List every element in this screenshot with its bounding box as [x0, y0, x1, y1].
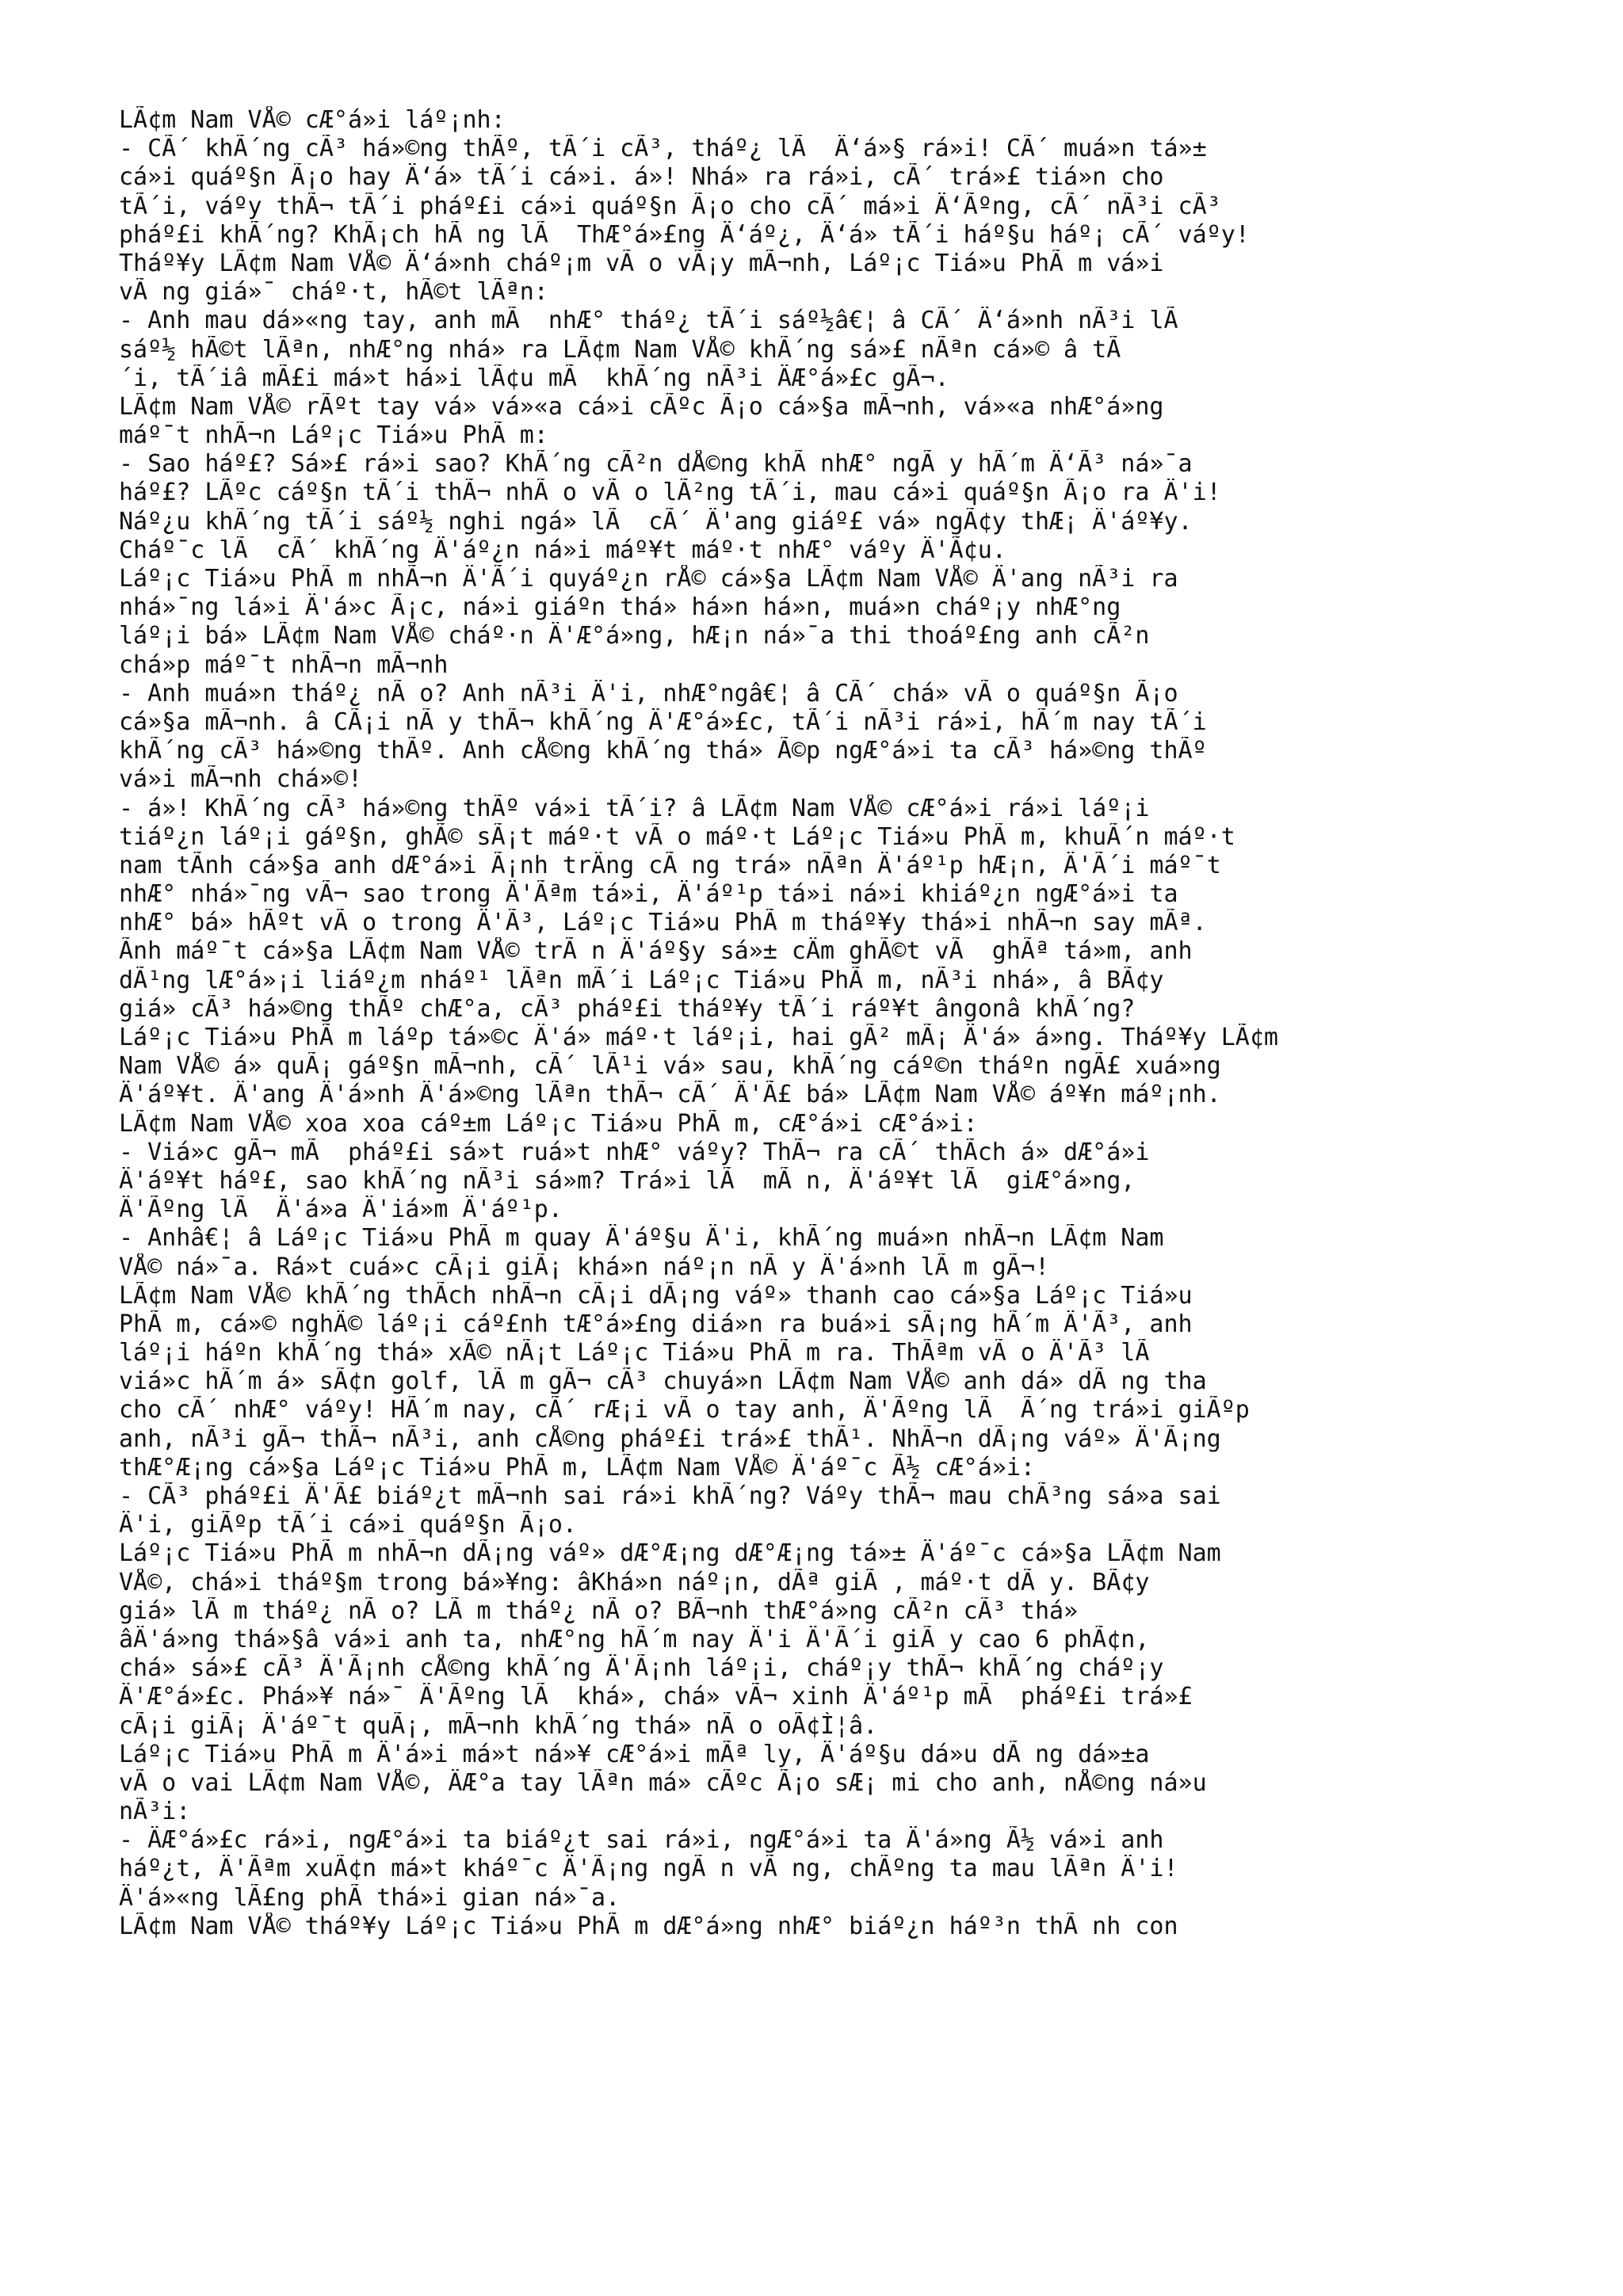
text-line: cá»i quáº§n Ã¡o hay Ä‘á» tÃ´i cá»i. á»! Nhá» ra rá»i, cÃ´ trá»£ tiá»n cho: [119, 163, 1164, 192]
text-line: Ä'á»«ng lÃ£ng phÃ thá»i gian ná»¯a.: [119, 1883, 621, 1912]
text-line: - Sao háº£? Sá»£ rá»i sao? KhÃ´ng cÃ²n dÅ©ng khÃ nhÆ° ngÃ y hÃ´m Ä‘Ã³ ná»¯a: [119, 450, 1193, 479]
text-line: Ä'Ãºng lÃ Ä'á»a Ä'iá»m Ä'áº¹p.: [119, 1196, 563, 1224]
text-line: Ä'i, giÃºp tÃ´i cá»i quáº§n Ã¡o.: [119, 1511, 577, 1539]
text-line: Náº¿u khÃ´ng tÃ´i sáº½ nghi ngá» lÃ cÃ´ Ä'ang giáº£ vá» ngÃ¢y thÆ¡ Ä'áº¥y.: [119, 507, 1193, 536]
text-line: VÅ© ná»¯a. Rá»t cuá»c cÃ¡i giÃ¡ khá»n náº¡n nÃ y Ä'á»nh lÃ m gÃ¬!: [119, 1253, 1049, 1281]
text-line: Tháº¥y LÃ¢m Nam VÅ© Ä‘á»nh cháº¡m vÃ o vÃ¡y mÃ¬nh, Láº¡c Tiá»u PhÃ m vá»i: [119, 249, 1164, 277]
text-line: chá» sá»£ cÃ³ Ä'Ã¡nh cÅ©ng khÃ´ng Ä'Ã¡nh láº¡i, cháº¡y thÃ¬ khÃ´ng cháº¡y: [119, 1654, 1164, 1683]
text-line: nam tÃnh cá»§a anh dÆ°á»i Ã¡nh trÄng cÃ ng trá» nÃªn Ä'áº¹p hÆ¡n, Ä'Ã´i máº¯t: [119, 851, 1221, 879]
text-line: LÃ¢m Nam VÅ© cÆ°á»i láº¡nh:: [119, 106, 506, 134]
text-line: Ä'Æ°á»£c. Phá»¥ ná»¯ Ä'Ãºng lÃ khá», chá» vÃ¬ xinh Ä'áº¹p mÃ pháº£i trá»£: [119, 1683, 1193, 1711]
text-line: Ãnh máº¯t cá»§a LÃ¢m Nam VÅ© trÃ n Ä'áº§y sá»± cÄm ghÃ©t vÃ ghÃª tá»m, anh: [119, 937, 1193, 966]
text-line: vÃ o vai LÃ¢m Nam VÅ©, ÄÆ°a tay lÃªn má» cÃºc Ã¡o sÆ¡ mi cho anh, nÅ©ng ná»u: [119, 1768, 1207, 1797]
text-line: cÃ¡i giÃ¡ Ä'áº¯t quÃ¡, mÃ¬nh khÃ´ng thá» nÃ o oÃ¢Ì¦â.: [119, 1711, 878, 1740]
text-line: LÃ¢m Nam VÅ© xoa xoa cáº±m Láº¡c Tiá»u PhÃ m, cÆ°á»i cÆ°á»i:: [119, 1109, 978, 1138]
text-line: ´i, tÃ´iâ mÃ£i má»t há»i lÃ¢u mÃ khÃ´ng nÃ³i ÄÆ°á»£c gÃ¬.: [119, 364, 949, 392]
text-line: dÃ¹ng lÆ°á»¡i liáº¿m nháº¹ lÃªn mÃ´i Láº¡c Tiá»u PhÃ m, nÃ³i nhá», â BÃ¢y: [119, 966, 1164, 994]
text-line: LÃ¢m Nam VÅ© rÃºt tay vá» vá»«a cá»i cÃºc Ã¡o cá»§a mÃ¬nh, vá»«a nhÆ°á»ng: [119, 392, 1164, 421]
text-line: háº¿t, Ä'Ãªm xuÃ¢n má»t kháº¯c Ä'Ã¡ng ngÃ n vÃ ng, chÃºng ta mau lÃªn Ä'i!: [119, 1855, 1178, 1883]
text-line: cá»§a mÃ¬nh. â CÃ¡i nÃ y thÃ¬ khÃ´ng Ä'Æ°á»£c, tÃ´i nÃ³i rá»i, hÃ´m nay tÃ´i: [119, 707, 1207, 736]
text-line: thÆ°Æ¡ng cá»§a Láº¡c Tiá»u PhÃ m, LÃ¢m Nam VÅ© Ä'áº¯c Ã½ cÆ°á»i:: [119, 1453, 1035, 1482]
text-line: âÄ'á»ng thá»§â vá»i anh ta, nhÆ°ng hÃ´m nay Ä'i Ä'Ã´i giÃ y cao 6 phÃ¢n,: [119, 1625, 1150, 1653]
text-line: Láº¡c Tiá»u PhÃ m láºp tá»©c Ä'á» máº·t láº¡i, hai gÃ² mÃ¡ Ä'á» á»ng. Tháº¥y LÃ¢m: [119, 1024, 1278, 1051]
text-line: anh, nÃ³i gÃ¬ thÃ¬ nÃ³i, anh cÅ©ng pháº£i trá»£ thÃ¹. NhÃ¬n dÃ¡ng váº» Ä'Ã¡ng: [119, 1425, 1221, 1453]
text-line: giá» cÃ³ há»©ng thÃº chÆ°a, cÃ³ pháº£i tháº¥y tÃ´i ráº¥t ângonâ khÃ´ng?: [119, 994, 1136, 1023]
text-line: Láº¡c Tiá»u PhÃ m Ä'á»i má»t ná»¥ cÆ°á»i mÃª ly, Ä'áº§u dá»u dÃ ng dá»±a: [119, 1740, 1150, 1768]
text-line: nhá»¯ng lá»i Ä'á»c Ã¡c, ná»i giáºn thá» há»n há»n, muá»n cháº¡y nhÆ°ng: [119, 593, 1121, 622]
text-line: Ä'áº¥t. Ä'ang Ä'á»nh Ä'á»©ng lÃªn thÃ¬ cÃ´ Ä'Ã£ bá» LÃ¢m Nam VÅ© áº¥n máº¡nh.: [119, 1081, 1221, 1109]
text-line: Nam VÅ© á» quÃ¡ gáº§n mÃ¬nh, cÃ´ lÃ¹i vá» sau, khÃ´ng cáº©n tháºn ngÃ£ xuá»ng: [119, 1052, 1221, 1081]
text-line: - á»! KhÃ´ng cÃ³ há»©ng thÃº vá»i tÃ´i? â LÃ¢m Nam VÅ© cÆ°á»i rá»i láº¡i: [119, 794, 1150, 822]
text-line: láº¡i háºn khÃ´ng thá» xÃ© nÃ¡t Láº¡c Tiá»u PhÃ m ra. ThÃªm vÃ o Ä'Ã³ lÃ: [119, 1339, 1164, 1367]
text-line: - Anhâ€¦ â Láº¡c Tiá»u PhÃ m quay Ä'áº§u Ä'i, khÃ´ng muá»n nhÃ¬n LÃ¢m Nam: [119, 1224, 1164, 1253]
text-line: - Viá»c gÃ¬ mÃ pháº£i sá»t ruá»t nhÆ° váºy? ThÃ¬ ra cÃ´ thÃch á» dÆ°á»i: [119, 1138, 1150, 1166]
text-line: sáº½ hÃ©t lÃªn, nhÆ°ng nhá» ra LÃ¢m Nam VÅ© khÃ´ng sá»£ nÃªn cá»© â tÃ: [119, 335, 1121, 364]
text-line: - Anh muá»n tháº¿ nÃ o? Anh nÃ³i Ä'i, nhÆ°ngâ€¦ â CÃ´ chá» vÃ o quáº§n Ã¡o: [119, 679, 1178, 707]
text-line: láº¡i bá» LÃ¢m Nam VÅ© cháº·n Ä'Æ°á»ng, hÆ¡n ná»¯a thi thoáº£ng anh cÃ²n: [119, 622, 1150, 650]
text-line: PhÃ m, cá»© nghÄ© láº¡i cáº£nh tÆ°á»£ng diá»n ra buá»i sÃ¡ng hÃ´m Ä'Ã³, anh: [119, 1310, 1193, 1338]
text-line: viá»c hÃ´m á» sÃ¢n golf, lÃ m gÃ¬ cÃ³ chuyá»n LÃ¢m Nam VÅ© anh dá» dÃ ng tha: [119, 1367, 1207, 1396]
text-line: - CÃ³ pháº£i Ä'Ã£ biáº¿t mÃ¬nh sai rá»i khÃ´ng? Váºy thÃ¬ mau chÃ³ng sá»a sai: [119, 1482, 1221, 1510]
text-line: Cháº¯c lÃ cÃ´ khÃ´ng Ä'áº¿n ná»i máº¥t máº·t nhÆ° váºy Ä'Ã¢u.: [119, 536, 1006, 564]
text-line: giá» lÃ m tháº¿ nÃ o? LÃ m tháº¿ nÃ o? BÃ¬nh thÆ°á»ng cÃ²n cÃ³ thá»: [119, 1596, 1079, 1625]
text-line: tiáº¿n láº¡i gáº§n, ghÃ© sÃ¡t máº·t vÃ o máº·t Láº¡c Tiá»u PhÃ m, khuÃ´n máº·t: [119, 822, 1235, 851]
text-line: tÃ´i, váºy thÃ¬ tÃ´i pháº£i cá»i quáº§n Ã¡o cho cÃ´ má»i Ä‘Ãºng, cÃ´ nÃ³i cÃ³: [119, 192, 1221, 220]
text-line: Láº¡c Tiá»u PhÃ m nhÃ¬n dÃ¡ng váº» dÆ°Æ¡ng dÆ°Æ¡ng tá»± Ä'áº¯c cá»§a LÃ¢m Nam: [119, 1539, 1221, 1568]
document-body: [119, 106, 1514, 1941]
text-line: - Anh mau dá»«ng tay, anh mÃ nhÆ° tháº¿ tÃ´i sáº½â€¦ â CÃ´ Ä‘á»nh nÃ³i lÃ: [119, 307, 1193, 335]
text-line: cho cÃ´ nhÆ° váºy! HÃ´m nay, cÃ´ rÆ¡i vÃ o tay anh, Ä'Ãºng lÃ Ã´ng trá»i giÃºp: [119, 1396, 1250, 1425]
text-line: nÃ³i:: [119, 1798, 191, 1826]
text-line: LÃ¢m Nam VÅ© tháº¥y Láº¡c Tiá»u PhÃ m dÆ°á»ng nhÆ° biáº¿n háº³n thÃ nh con: [119, 1912, 1178, 1940]
text-line: VÅ©, chá»i tháº§m trong bá»¥ng: âKhá»n náº¡n, dÃª giÃ , máº·t dÃ y. BÃ¢y: [119, 1568, 1150, 1596]
text-line: máº¯t nhÃ¬n Láº¡c Tiá»u PhÃ m:: [119, 421, 548, 450]
text-line: háº£? LÃºc cáº§n tÃ´i thÃ¬ nhÃ o vÃ o lÃ²ng tÃ´i, mau cá»i quáº§n Ã¡o ra Ä'i!: [119, 479, 1221, 507]
text-line: vá»i mÃ¬nh chá»©!: [119, 765, 363, 794]
text-line: nhÆ° nhá»¯ng vÃ¬ sao trong Ä'Ãªm tá»i, Ä'áº¹p tá»i ná»i khiáº¿n ngÆ°á»i ta: [119, 880, 1178, 909]
text-line: - CÃ´ khÃ´ng cÃ³ há»©ng thÃº, tÃ´i cÃ³, tháº¿ lÃ Ä‘á»§ rá»i! CÃ´ muá»n tá»±: [119, 135, 1207, 163]
text-line: nhÆ° bá» hÃºt vÃ o trong Ä'Ã³, Láº¡c Tiá»u PhÃ m tháº¥y thá»i nhÃ¬n say mÃª.: [119, 909, 1207, 937]
text-line: Ä'áº¥t háº£, sao khÃ´ng nÃ³i sá»m? Trá»i lÃ mÃ n, Ä'áº¥t lÃ giÆ°á»ng,: [119, 1166, 1136, 1195]
text-line: Láº¡c Tiá»u PhÃ m nhÃ¬n Ä'Ã´i quyáº¿n rÅ© cá»§a LÃ¢m Nam VÅ© Ä'ang nÃ³i ra: [119, 565, 1178, 593]
text-line: LÃ¢m Nam VÅ© khÃ´ng thÃch nhÃ¬n cÃ¡i dÃ¡ng váº» thanh cao cá»§a Láº¡c Tiá»u: [119, 1281, 1193, 1310]
text-line: - ÄÆ°á»£c rá»i, ngÆ°á»i ta biáº¿t sai rá»i, ngÆ°á»i ta Ä'á»ng Ã½ vá»i anh: [119, 1826, 1164, 1855]
text-line: vÃ ng giá»¯ cháº·t, hÃ©t lÃªn:: [119, 278, 548, 307]
text-line: chá»p máº¯t nhÃ¬n mÃ¬nh: [119, 650, 449, 679]
text-line: khÃ´ng cÃ³ há»©ng thÃº. Anh cÅ©ng khÃ´ng thá» Ã©p ngÆ°á»i ta cÃ³ há»©ng thÃº: [119, 737, 1207, 765]
text-line: pháº£i khÃ´ng? KhÃ¡ch hÃ ng lÃ ThÆ°á»£ng Ä‘áº¿, Ä‘á» tÃ´i háº§u háº¡ cÃ´ váºy!: [119, 220, 1250, 249]
